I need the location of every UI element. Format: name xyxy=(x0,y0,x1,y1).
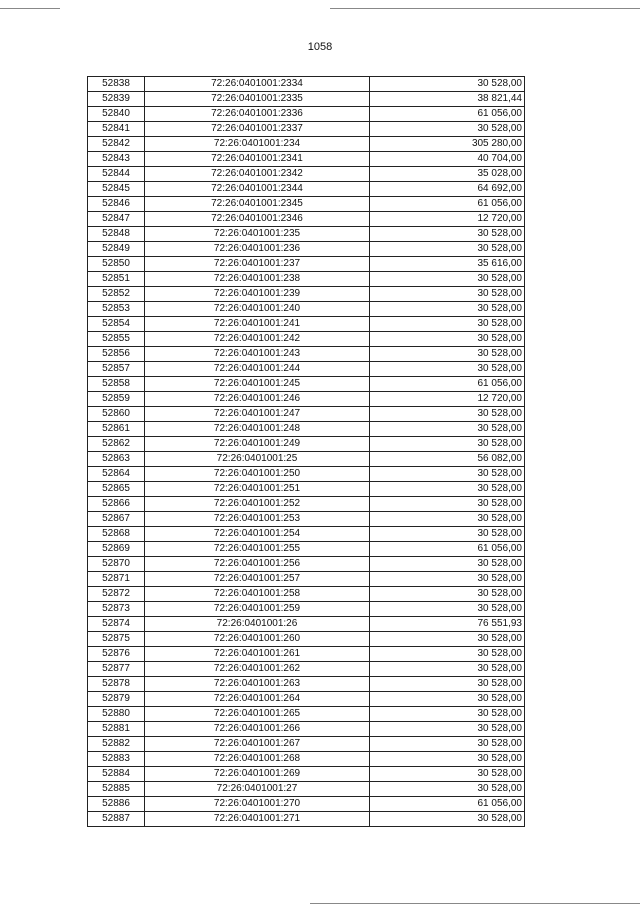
table-row xyxy=(88,347,525,362)
table-row xyxy=(88,797,525,812)
table-row xyxy=(88,632,525,647)
table-row xyxy=(88,107,525,122)
record-number-cell: 52864 xyxy=(88,467,145,482)
table-row xyxy=(88,812,525,827)
scan-edge-top-right xyxy=(330,8,640,9)
value-cell: 30 528,00 xyxy=(370,767,525,782)
table-row xyxy=(88,497,525,512)
record-number-cell: 52850 xyxy=(88,257,145,272)
value-cell: 30 528,00 xyxy=(370,737,525,752)
value-cell: 30 528,00 xyxy=(370,497,525,512)
value-cell: 30 528,00 xyxy=(370,332,525,347)
page-number: 1058 xyxy=(307,41,333,53)
table-row xyxy=(88,377,525,392)
table-row xyxy=(88,407,525,422)
record-number-cell: 52870 xyxy=(88,557,145,572)
value-cell: 30 528,00 xyxy=(370,557,525,572)
cadastral-number-cell: 72:26:0401001:238 xyxy=(145,272,370,287)
cadastral-number-cell: 72:26:0401001:267 xyxy=(145,737,370,752)
record-number-cell: 52838 xyxy=(88,77,145,92)
value-cell: 40 704,00 xyxy=(370,152,525,167)
cadastral-number-cell: 72:26:0401001:263 xyxy=(145,677,370,692)
value-cell: 61 056,00 xyxy=(370,377,525,392)
record-number-cell: 52886 xyxy=(88,797,145,812)
record-number-cell: 52842 xyxy=(88,137,145,152)
cadastral-number-cell: 72:26:0401001:260 xyxy=(145,632,370,647)
record-number-cell: 52852 xyxy=(88,287,145,302)
cadastral-number-cell: 72:26:0401001:258 xyxy=(145,587,370,602)
table-row xyxy=(88,722,525,737)
value-cell: 38 821,44 xyxy=(370,92,525,107)
record-number-cell: 52844 xyxy=(88,167,145,182)
value-cell: 30 528,00 xyxy=(370,677,525,692)
value-cell: 30 528,00 xyxy=(370,122,525,137)
record-number-cell: 52841 xyxy=(88,122,145,137)
record-number-cell: 52881 xyxy=(88,722,145,737)
value-cell: 30 528,00 xyxy=(370,242,525,257)
value-cell: 30 528,00 xyxy=(370,527,525,542)
record-number-cell: 52882 xyxy=(88,737,145,752)
value-cell: 76 551,93 xyxy=(370,617,525,632)
cadastral-number-cell: 72:26:0401001:261 xyxy=(145,647,370,662)
cadastral-number-cell: 72:26:0401001:26 xyxy=(145,617,370,632)
table-row xyxy=(88,182,525,197)
cadastral-number-cell: 72:26:0401001:241 xyxy=(145,317,370,332)
cadastral-number-cell: 72:26:0401001:2346 xyxy=(145,212,370,227)
table-row xyxy=(88,242,525,257)
value-cell: 12 720,00 xyxy=(370,212,525,227)
table-row xyxy=(88,227,525,242)
value-cell: 30 528,00 xyxy=(370,77,525,92)
value-cell: 30 528,00 xyxy=(370,362,525,377)
cadastral-number-cell: 72:26:0401001:251 xyxy=(145,482,370,497)
table-row xyxy=(88,557,525,572)
cadastral-number-cell: 72:26:0401001:27 xyxy=(145,782,370,797)
cadastral-number-cell: 72:26:0401001:254 xyxy=(145,527,370,542)
value-cell: 30 528,00 xyxy=(370,587,525,602)
cadastral-number-cell: 72:26:0401001:256 xyxy=(145,557,370,572)
cadastral-number-cell: 72:26:0401001:239 xyxy=(145,287,370,302)
table-row xyxy=(88,122,525,137)
record-number-cell: 52860 xyxy=(88,407,145,422)
record-number-cell: 52840 xyxy=(88,107,145,122)
table-row xyxy=(88,392,525,407)
cadastral-number-cell: 72:26:0401001:262 xyxy=(145,662,370,677)
cadastral-number-cell: 72:26:0401001:249 xyxy=(145,437,370,452)
table-row xyxy=(88,92,525,107)
record-number-cell: 52869 xyxy=(88,542,145,557)
record-number-cell: 52858 xyxy=(88,377,145,392)
value-cell: 61 056,00 xyxy=(370,542,525,557)
value-cell: 30 528,00 xyxy=(370,602,525,617)
cadastral-number-cell: 72:26:0401001:2335 xyxy=(145,92,370,107)
table-row xyxy=(88,287,525,302)
table-row xyxy=(88,617,525,632)
record-number-cell: 52853 xyxy=(88,302,145,317)
cadastral-number-cell: 72:26:0401001:248 xyxy=(145,422,370,437)
record-number-cell: 52866 xyxy=(88,497,145,512)
value-cell: 61 056,00 xyxy=(370,197,525,212)
table-row xyxy=(88,77,525,92)
value-cell: 64 692,00 xyxy=(370,182,525,197)
cadastral-number-cell: 72:26:0401001:266 xyxy=(145,722,370,737)
record-number-cell: 52849 xyxy=(88,242,145,257)
cadastral-number-cell: 72:26:0401001:264 xyxy=(145,692,370,707)
record-number-cell: 52865 xyxy=(88,482,145,497)
cadastral-number-cell: 72:26:0401001:235 xyxy=(145,227,370,242)
cadastral-number-cell: 72:26:0401001:253 xyxy=(145,512,370,527)
value-cell: 35 028,00 xyxy=(370,167,525,182)
table-row xyxy=(88,257,525,272)
table-row xyxy=(88,782,525,797)
table-row xyxy=(88,542,525,557)
record-number-cell: 52848 xyxy=(88,227,145,242)
cadastral-number-cell: 72:26:0401001:246 xyxy=(145,392,370,407)
record-number-cell: 52845 xyxy=(88,182,145,197)
table-row xyxy=(88,692,525,707)
value-cell: 30 528,00 xyxy=(370,467,525,482)
table-row xyxy=(88,197,525,212)
table-row xyxy=(88,752,525,767)
record-number-cell: 52861 xyxy=(88,422,145,437)
value-cell: 35 616,00 xyxy=(370,257,525,272)
record-number-cell: 52847 xyxy=(88,212,145,227)
cadastral-number-cell: 72:26:0401001:259 xyxy=(145,602,370,617)
record-number-cell: 52885 xyxy=(88,782,145,797)
table-row xyxy=(88,737,525,752)
cadastral-number-cell: 72:26:0401001:234 xyxy=(145,137,370,152)
record-number-cell: 52851 xyxy=(88,272,145,287)
table-row xyxy=(88,152,525,167)
record-number-cell: 52876 xyxy=(88,647,145,662)
cadastral-number-cell: 72:26:0401001:265 xyxy=(145,707,370,722)
value-cell: 30 528,00 xyxy=(370,692,525,707)
cadastral-number-cell: 72:26:0401001:25 xyxy=(145,452,370,467)
cadastral-number-cell: 72:26:0401001:2336 xyxy=(145,107,370,122)
table-row xyxy=(88,437,525,452)
table-row xyxy=(88,167,525,182)
value-cell: 30 528,00 xyxy=(370,647,525,662)
cadastral-number-cell: 72:26:0401001:2337 xyxy=(145,122,370,137)
cadastral-number-cell: 72:26:0401001:250 xyxy=(145,467,370,482)
record-number-cell: 52880 xyxy=(88,707,145,722)
record-number-cell: 52863 xyxy=(88,452,145,467)
value-cell: 30 528,00 xyxy=(370,347,525,362)
record-number-cell: 52873 xyxy=(88,602,145,617)
record-number-cell: 52878 xyxy=(88,677,145,692)
table-row xyxy=(88,272,525,287)
table-row xyxy=(88,707,525,722)
value-cell: 305 280,00 xyxy=(370,137,525,152)
table-row xyxy=(88,317,525,332)
table-row xyxy=(88,677,525,692)
table-row xyxy=(88,332,525,347)
value-cell: 30 528,00 xyxy=(370,662,525,677)
table-row xyxy=(88,422,525,437)
value-cell: 12 720,00 xyxy=(370,392,525,407)
value-cell: 61 056,00 xyxy=(370,797,525,812)
value-cell: 30 528,00 xyxy=(370,707,525,722)
value-cell: 30 528,00 xyxy=(370,722,525,737)
table-row xyxy=(88,137,525,152)
record-number-cell: 52856 xyxy=(88,347,145,362)
value-cell: 30 528,00 xyxy=(370,407,525,422)
cadastral-number-cell: 72:26:0401001:245 xyxy=(145,377,370,392)
record-number-cell: 52875 xyxy=(88,632,145,647)
record-number-cell: 52857 xyxy=(88,362,145,377)
table-row xyxy=(88,482,525,497)
value-cell: 61 056,00 xyxy=(370,107,525,122)
cadastral-number-cell: 72:26:0401001:2342 xyxy=(145,167,370,182)
value-cell: 30 528,00 xyxy=(370,302,525,317)
record-number-cell: 52843 xyxy=(88,152,145,167)
cadastral-number-cell: 72:26:0401001:2344 xyxy=(145,182,370,197)
table-row xyxy=(88,452,525,467)
value-cell: 30 528,00 xyxy=(370,317,525,332)
cadastral-number-cell: 72:26:0401001:237 xyxy=(145,257,370,272)
cadastral-number-cell: 72:26:0401001:257 xyxy=(145,572,370,587)
cadastral-number-cell: 72:26:0401001:2345 xyxy=(145,197,370,212)
cadastral-number-cell: 72:26:0401001:244 xyxy=(145,362,370,377)
value-cell: 30 528,00 xyxy=(370,752,525,767)
record-number-cell: 52883 xyxy=(88,752,145,767)
scan-edge-bottom xyxy=(310,903,640,904)
value-cell: 30 528,00 xyxy=(370,272,525,287)
value-cell: 30 528,00 xyxy=(370,482,525,497)
value-cell: 30 528,00 xyxy=(370,512,525,527)
scan-edge-top-left xyxy=(0,8,60,9)
record-number-cell: 52867 xyxy=(88,512,145,527)
record-number-cell: 52868 xyxy=(88,527,145,542)
table-row xyxy=(88,767,525,782)
record-number-cell: 52877 xyxy=(88,662,145,677)
cadastral-number-cell: 72:26:0401001:268 xyxy=(145,752,370,767)
cadastral-number-cell: 72:26:0401001:247 xyxy=(145,407,370,422)
cadastral-number-cell: 72:26:0401001:2341 xyxy=(145,152,370,167)
record-number-cell: 52872 xyxy=(88,587,145,602)
cadastral-number-cell: 72:26:0401001:255 xyxy=(145,542,370,557)
record-number-cell: 52879 xyxy=(88,692,145,707)
table-row xyxy=(88,212,525,227)
table-row xyxy=(88,647,525,662)
record-number-cell: 52859 xyxy=(88,392,145,407)
record-number-cell: 52871 xyxy=(88,572,145,587)
record-number-cell: 52887 xyxy=(88,812,145,827)
table-row xyxy=(88,467,525,482)
registry-table xyxy=(87,76,525,827)
table-row xyxy=(88,662,525,677)
cadastral-number-cell: 72:26:0401001:252 xyxy=(145,497,370,512)
record-number-cell: 52855 xyxy=(88,332,145,347)
cadastral-number-cell: 72:26:0401001:2334 xyxy=(145,77,370,92)
table-row xyxy=(88,302,525,317)
table-row xyxy=(88,587,525,602)
cadastral-number-cell: 72:26:0401001:236 xyxy=(145,242,370,257)
value-cell: 30 528,00 xyxy=(370,227,525,242)
cadastral-number-cell: 72:26:0401001:270 xyxy=(145,797,370,812)
cadastral-number-cell: 72:26:0401001:242 xyxy=(145,332,370,347)
record-number-cell: 52846 xyxy=(88,197,145,212)
cadastral-number-cell: 72:26:0401001:243 xyxy=(145,347,370,362)
value-cell: 30 528,00 xyxy=(370,632,525,647)
table-row xyxy=(88,527,525,542)
record-number-cell: 52884 xyxy=(88,767,145,782)
record-number-cell: 52839 xyxy=(88,92,145,107)
table-row xyxy=(88,602,525,617)
record-number-cell: 52862 xyxy=(88,437,145,452)
cadastral-number-cell: 72:26:0401001:271 xyxy=(145,812,370,827)
table-row xyxy=(88,512,525,527)
value-cell: 30 528,00 xyxy=(370,812,525,827)
record-number-cell: 52854 xyxy=(88,317,145,332)
value-cell: 30 528,00 xyxy=(370,572,525,587)
table-row xyxy=(88,572,525,587)
value-cell: 30 528,00 xyxy=(370,287,525,302)
registry-table-body xyxy=(88,77,525,827)
cadastral-number-cell: 72:26:0401001:269 xyxy=(145,767,370,782)
value-cell: 30 528,00 xyxy=(370,782,525,797)
value-cell: 30 528,00 xyxy=(370,437,525,452)
table-row xyxy=(88,362,525,377)
record-number-cell: 52874 xyxy=(88,617,145,632)
cadastral-number-cell: 72:26:0401001:240 xyxy=(145,302,370,317)
value-cell: 30 528,00 xyxy=(370,422,525,437)
value-cell: 56 082,00 xyxy=(370,452,525,467)
